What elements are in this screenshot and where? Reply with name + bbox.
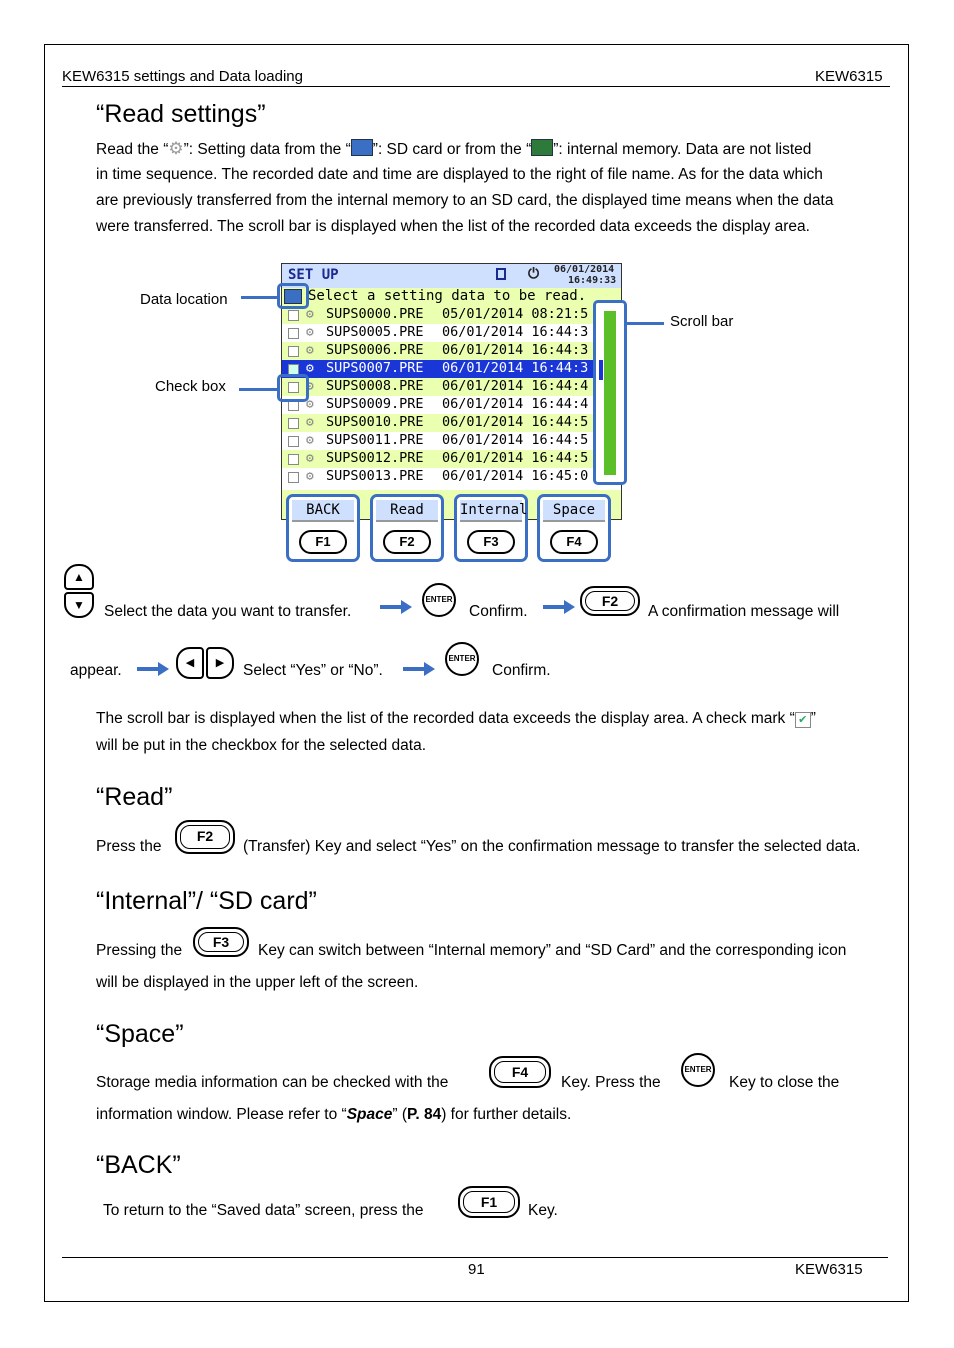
page-number: 91 bbox=[468, 1261, 485, 1278]
space-text-l2: information window. Please refer to “Space” (P. 84) for further details. bbox=[96, 1106, 572, 1123]
f1-key-icon: F1 bbox=[458, 1186, 520, 1218]
header-rule bbox=[62, 86, 890, 87]
checkbox[interactable] bbox=[288, 346, 299, 357]
read-settings-p1-line3: are previously transferred from the internal memory to an SD card, the displayed time means when the data bbox=[96, 192, 834, 209]
list-item[interactable]: ⚙ SUPS0013.PRE 06/01/2014 16:45:0 bbox=[282, 468, 594, 486]
screen-prompt-row bbox=[282, 288, 621, 306]
check-mark-icon: ✔ bbox=[795, 712, 811, 728]
back-text-b: Key. bbox=[528, 1202, 558, 1219]
list-item[interactable]: ⚙ SUPS0012.PRE 06/01/2014 16:44:5 bbox=[282, 450, 594, 468]
space-f4-button[interactable]: Space F4 bbox=[537, 494, 611, 562]
callout-line bbox=[626, 322, 664, 325]
step-select-yes-no: Select “Yes” or “No”. bbox=[243, 662, 383, 679]
callout-line bbox=[241, 296, 278, 299]
scroll-thumb[interactable] bbox=[604, 311, 616, 475]
list-item-selected[interactable]: ⚙ SUPS0007.PRE 06/01/2014 16:44:3 bbox=[282, 360, 594, 378]
step-select-data: Select the data you want to transfer. bbox=[104, 603, 352, 620]
header-right: KEW6315 bbox=[815, 68, 883, 85]
step-confirm-1: Confirm. bbox=[469, 603, 528, 620]
left-right-key-icon: ◀ ▶ bbox=[176, 647, 234, 679]
read-f2-button[interactable]: Read F2 bbox=[370, 494, 444, 562]
power-plug-icon: ⏻ bbox=[528, 266, 540, 282]
step-appear: appear. bbox=[70, 662, 122, 679]
section-title-space: “Space” bbox=[96, 1020, 184, 1048]
callout-check-box: Check box bbox=[155, 378, 226, 395]
checkbox[interactable] bbox=[288, 454, 299, 465]
internal-memory-icon bbox=[531, 139, 553, 156]
arrow-right-icon bbox=[137, 667, 159, 671]
gear-icon: ⚙ bbox=[306, 307, 314, 322]
f4-key-icon: F4 bbox=[489, 1056, 551, 1088]
header-left: KEW6315 settings and Data loading bbox=[62, 68, 303, 85]
callout-data-location: Data location bbox=[140, 291, 228, 308]
note-line1: The scroll bar is displayed when the list of the recorded data exceeds the display area. A check mark “ ✔ ” bbox=[96, 710, 816, 727]
gear-icon: ⚙ bbox=[306, 361, 314, 376]
internal-text-a: Pressing the bbox=[96, 942, 183, 959]
checkbox[interactable] bbox=[288, 418, 299, 429]
list-item[interactable]: ⚙ SUPS0005.PRE 06/01/2014 16:44:3 bbox=[282, 324, 594, 342]
list-item[interactable]: ⚙ SUPS0006.PRE 06/01/2014 16:44:3 bbox=[282, 342, 594, 360]
read-settings-p1-line4: were transferred. The scroll bar is displayed when the list of the recorded data exceeds the display area. bbox=[96, 218, 810, 235]
arrow-right-icon bbox=[543, 605, 565, 609]
step-confirm-2: Confirm. bbox=[492, 662, 551, 679]
section-title-back: “BACK” bbox=[96, 1151, 181, 1179]
f2-key-icon: F2 bbox=[175, 820, 235, 854]
back-f1-button[interactable]: BACK F1 bbox=[286, 494, 360, 562]
scroll-bar[interactable] bbox=[593, 300, 627, 485]
file-list[interactable] bbox=[282, 306, 594, 490]
gear-icon: ⚙ bbox=[306, 325, 314, 340]
up-down-key-icon: ▲ ▼ bbox=[64, 564, 96, 618]
read-text-b: (Transfer) Key and select “Yes” on the confirmation message to transfer the selected data. bbox=[243, 838, 861, 855]
gear-icon: ⚙ bbox=[306, 433, 314, 448]
gear-icon: ⚙ bbox=[306, 379, 314, 394]
space-text-c: Key to close the bbox=[729, 1074, 840, 1091]
enter-key-icon: ENTER bbox=[422, 583, 456, 617]
gear-icon: ⚙ bbox=[306, 397, 314, 412]
checkbox[interactable] bbox=[288, 328, 299, 339]
list-item[interactable]: ⚙ SUPS0000.PRE 05/01/2014 08:21:5 bbox=[282, 306, 594, 324]
callout-line bbox=[239, 388, 278, 391]
list-item[interactable]: ⚙ SUPS0009.PRE 06/01/2014 16:44:4 bbox=[282, 396, 594, 414]
list-item[interactable]: ⚙ SUPS0008.PRE 06/01/2014 16:44:4 bbox=[282, 378, 594, 396]
arrow-right-icon bbox=[403, 667, 425, 671]
read-settings-p1-line1: Read the “⚙”: Setting data from the “ ”: SD card or from the “ ”: internal memory. Data are not listed bbox=[96, 139, 812, 158]
device-screen bbox=[281, 263, 622, 520]
enter-key-icon: ENTER bbox=[445, 642, 479, 676]
internal-text-b: Key can switch between “Internal memory” and “SD Card” and the corresponding icon bbox=[258, 942, 847, 959]
gear-icon: ⚙ bbox=[306, 343, 314, 358]
sd-card-icon bbox=[351, 139, 373, 156]
screen-time: 16:49:33 bbox=[568, 275, 617, 286]
gear-icon: ⚙ bbox=[306, 415, 314, 430]
gear-icon: ⚙ bbox=[306, 469, 314, 484]
f2-key-icon: F2 bbox=[580, 586, 640, 616]
back-text-a: To return to the “Saved data” screen, press the bbox=[103, 1202, 424, 1219]
checkbox[interactable] bbox=[288, 310, 299, 321]
screen-title-bar bbox=[282, 264, 621, 288]
note-line2: will be put in the checkbox for the selected data. bbox=[96, 737, 427, 754]
scroll-marker bbox=[599, 360, 603, 380]
screen-date: 06/01/2014 bbox=[554, 264, 615, 275]
checkbox[interactable] bbox=[288, 436, 299, 447]
space-text-a: Storage media information can be checked with the bbox=[96, 1074, 449, 1091]
enter-key-icon: ENTER bbox=[681, 1053, 715, 1087]
section-title-internal-sd: “Internal”/ “SD card” bbox=[96, 887, 317, 915]
gear-icon: ⚙ bbox=[306, 451, 314, 466]
callout-scroll-bar: Scroll bar bbox=[670, 313, 734, 330]
section-title-read-settings: “Read settings” bbox=[96, 100, 266, 128]
step-confirm-message: A confirmation message will bbox=[648, 603, 840, 620]
internal-f3-button[interactable]: Internal F3 bbox=[454, 494, 528, 562]
screen-prompt: Select a setting data to be read. bbox=[308, 288, 587, 304]
gear-icon: ⚙ bbox=[168, 139, 184, 158]
memory-card-icon bbox=[496, 268, 506, 280]
sd-card-icon bbox=[284, 289, 302, 304]
section-title-read: “Read” bbox=[96, 783, 173, 811]
internal-text-l2: will be displayed in the upper left of the screen. bbox=[96, 974, 419, 991]
f3-key-icon: F3 bbox=[193, 927, 249, 957]
read-text-a: Press the bbox=[96, 838, 162, 855]
checkbox[interactable] bbox=[288, 472, 299, 483]
arrow-right-icon bbox=[380, 605, 402, 609]
footer-rule bbox=[62, 1257, 888, 1258]
footer-right: KEW6315 bbox=[795, 1261, 863, 1278]
screen-title: SET UP bbox=[288, 267, 339, 283]
space-text-b: Key. Press the bbox=[561, 1074, 661, 1091]
check-box-highlight bbox=[277, 374, 309, 402]
list-item[interactable]: ⚙ SUPS0010.PRE 06/01/2014 16:44:5 bbox=[282, 414, 594, 432]
read-settings-p1-line2: in time sequence. The recorded date and time are displayed to the right of file name. As for the data which bbox=[96, 166, 823, 183]
list-item[interactable]: ⚙ SUPS0011.PRE 06/01/2014 16:44:5 bbox=[282, 432, 594, 450]
